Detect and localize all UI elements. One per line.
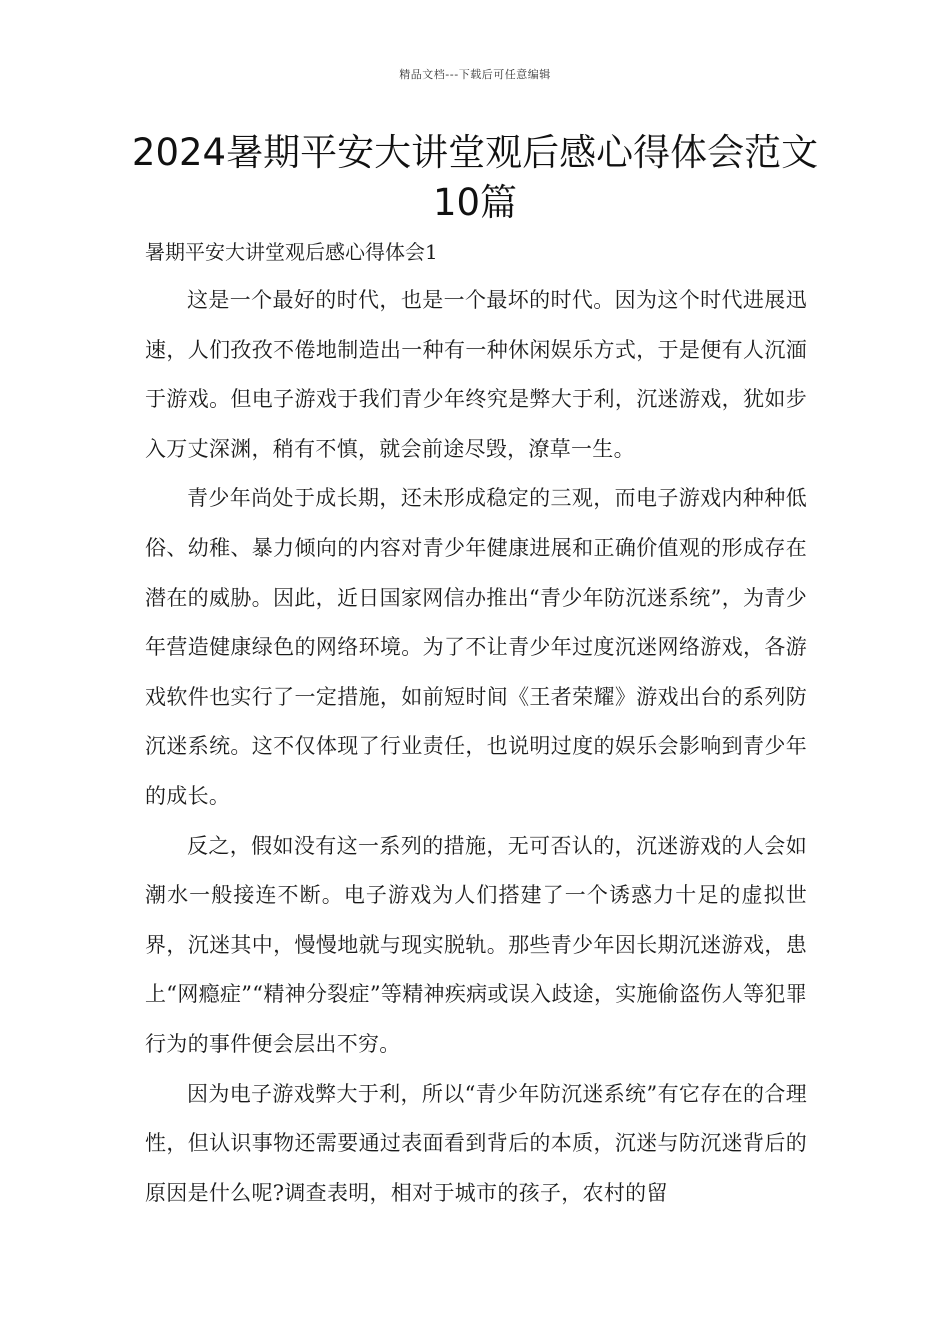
paragraph: 反之，假如没有这一系列的措施，无可否认的，沉迷游戏的人会如潮水一般接连不断。电子游戏为人们搭建了一个诱惑力十足的虚拟世界，沉迷其中，慢慢地就与现实脱轨。那些青少年因长期沉迷游戏，患上“网瘾症”“精神分裂症”等精神疾病或误入歧途，实施偷盗伤人等犯罪行为的事件便会层出不穷。 [145,833,807,1056]
paragraph: 这是一个最好的时代，也是一个最坏的时代。因为这个时代进展迅速，人们孜孜不倦地制造出一种有一种休闲娱乐方式，于是便有人沉湎于游戏。但电子游戏于我们青少年终究是弊大于利，沉迷游戏，犹如步入万丈深渊，稍有不慎，就会前途尽毁，潦草一生。 [145,288,807,461]
header-note: 精品文档---下载后可任意编辑 [399,68,551,81]
document-body [145,276,807,1218]
section-heading: 暑期平安大讲堂观后感心得体会1 [145,240,438,264]
paragraph: 青少年尚处于成长期，还未形成稳定的三观，而电子游戏内种种低俗、幼稚、暴力倾向的内容对青少年健康进展和正确价值观的形成存在潜在的威胁。因此，近日国家网信办推出“青少年防沉迷系统”，为青少年营造健康绿色的网络环境。为了不让青少年过度沉迷网络游戏，各游戏软件也实行了一定措施，如前短时间《王者荣耀》游戏出台的系列防沉迷系统。这不仅体现了行业责任，也说明过度的娱乐会影响到青少年的成长。 [145,486,807,808]
document-title: 2024暑期平安大讲堂观后感心得体会范文10篇 [131,131,819,224]
paragraph: 因为电子游戏弊大于利，所以“青少年防沉迷系统”有它存在的合理性，但认识事物还需要通过表面看到背后的本质，沉迷与防沉迷背后的原因是什么呢?调查表明，相对于城市的孩子，农村的留 [145,1081,807,1205]
